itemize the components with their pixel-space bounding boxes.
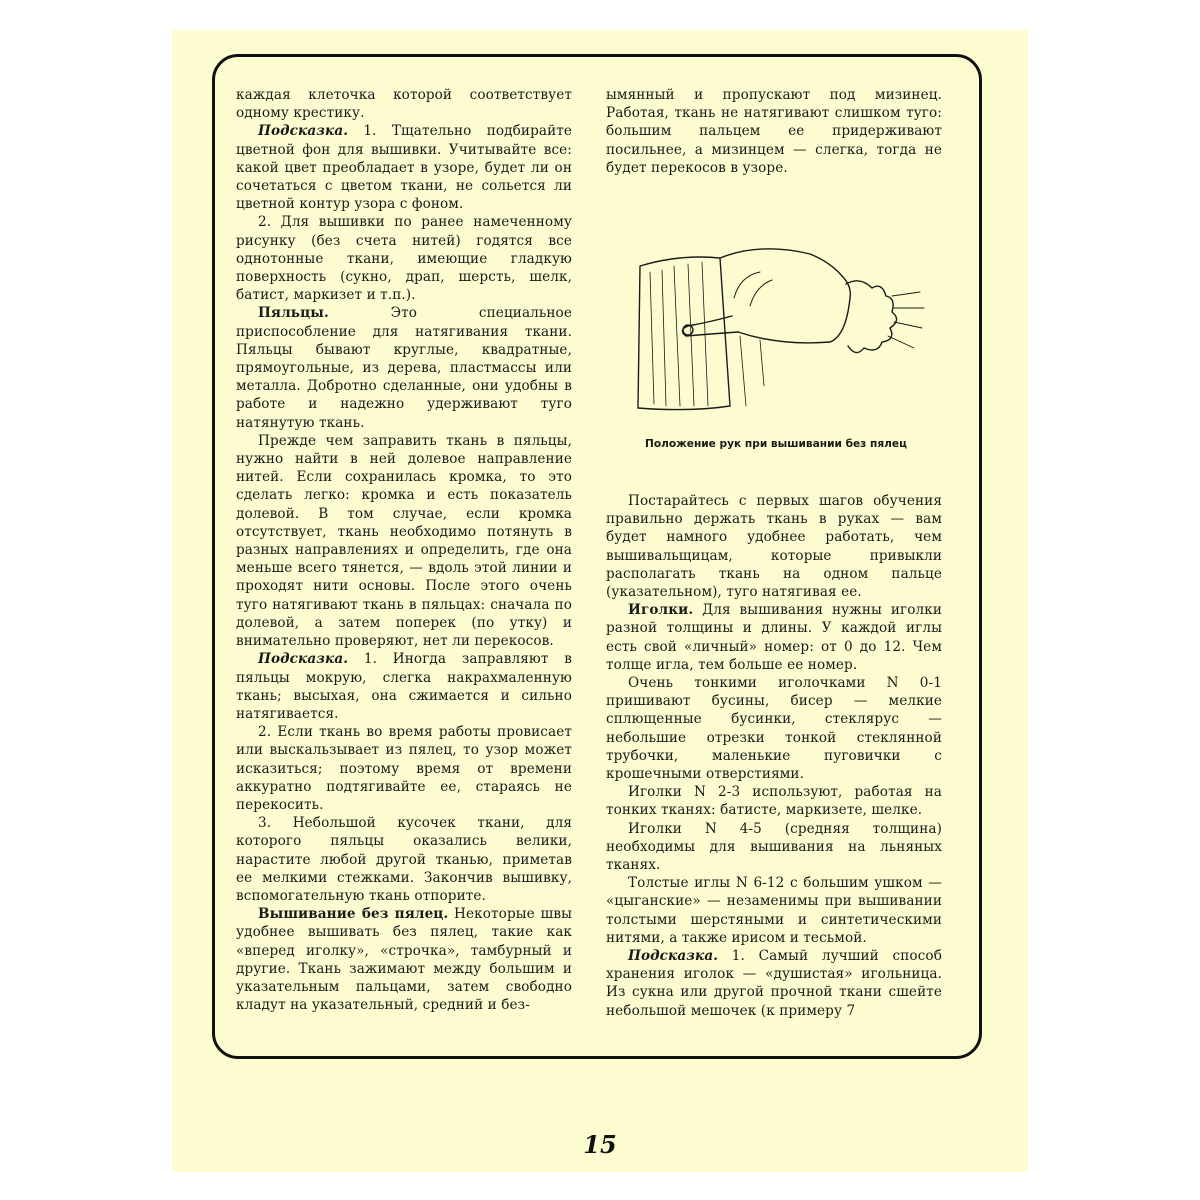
left-column — [236, 86, 572, 1014]
right-column-top — [606, 86, 942, 177]
paragraph: Вышивание без пялец. Некоторые швы удобнее вышивать без пялец, такие как «вперед иголку», «строчка», тамбурный и другие. Ткань зажимают между большим и указательным пальцами, затем свободно кладут на указательный, средний и без- — [236, 906, 572, 1014]
paragraph: Очень тонкими иголочками N 0-1 пришивают бусины, бисер — мелкие сплющенные бусинки, стеклярус — небольшие отрезки тонкой стеклянной трубочки, маленькие пуговички с крошечными отверстиями. — [606, 675, 942, 783]
hint-label: Подсказка. — [258, 651, 349, 668]
term-label: Пяльцы. — [258, 305, 329, 322]
paragraph: каждая клеточка которой соответствует одному крестику. — [236, 87, 572, 122]
paragraph: Прежде чем заправить ткань в пяльцы, нужно найти в ней долевое направление нитей. Если сохранилась кромка, то это сделать легко: кромка и есть показатель долевой. В том случае, если кромка отсутствует, ткань необходимо потянуть в разных направлениях и определить, где она меньше всего тянется, — вдоль этой линии и проходят нити основы. После этого очень туго натягивают ткань в пяльцах: сначала по долевой, а затем поперек (по утку) и внимательно проверяют, нет ли перекосов. — [236, 432, 572, 650]
paragraph: 2. Если ткань во время работы провисает или выскальзывает из пялец, то узор может исказиться; поэтому время от времени аккуратно подтягивайте ее, стараясь не перекосить. — [236, 724, 572, 813]
paragraph: Пяльцы. Это специальное приспособление для натягивания ткани. Пяльцы бывают круглые, квадратные, прямоугольные, из дерева, пластмассы или металла. Добротно сделанные, они удобны в работе и надежно удерживают туго натянутую ткань. — [236, 305, 572, 431]
paragraph: Иголки N 2-3 используют, работая на тонких тканях: батисте, маркизете, шелке. — [606, 784, 942, 819]
paragraph: Подсказка. 1. Иногда заправляют в пяльцы мокрую, слегка накрахмаленную ткань; высыхая, она сжимается и сильно натягивается. — [236, 651, 572, 722]
paragraph: Толстые иглы N 6-12 с большим ушком — «цыганские» — незаменимы при вышивании толстыми шерстяными и синтетическими нитями, а также ирисом и тесьмой. — [606, 875, 942, 946]
term-label: Вышивание без пялец. — [258, 906, 449, 923]
page-number: 15 — [583, 1130, 617, 1159]
hand-illustration — [610, 236, 946, 416]
paragraph: Постарайтесь с первых шагов обучения правильно держать ткань в руках — вам будет намного удобнее работать, чем вышивальщицам, которые привыкли располагать ткань на одном пальце (указательном), туго натягивая ее. — [606, 493, 942, 601]
paragraph: ымянный и пропускают под мизинец. Работая, ткань не натягивают слишком туго: большим пальцем ее придерживают посильнее, а мизинцем — слегка, тогда не будет перекосов в узоре. — [606, 87, 942, 176]
figure-caption: Положение рук при вышивании без пялец — [645, 438, 907, 450]
paragraph: Иголки N 4-5 (средняя толщина) необходимы для вышивания на льняных тканях. — [606, 820, 942, 874]
paragraph: Подсказка. 1. Самый лучший способ хранения иголок — «душистая» игольница. Из сукна или другой прочной ткани сшейте небольшой мешочек (к примеру 7 — [606, 948, 942, 1019]
hint-label: Подсказка. — [258, 123, 349, 140]
hint-label: Подсказка. — [628, 948, 719, 965]
right-column-bottom — [606, 492, 942, 1020]
paragraph: 2. Для вышивки по ранее намеченному рисунку (без счета нитей) годятся все однотонные ткани, имеющие гладкую поверхность (сукно, драп, шерсть, шелк, батист, маркизет и т.п.). — [236, 214, 572, 304]
paragraph: Подсказка. 1. Тщательно подбирайте цветной фон для вышивки. Учитывайте все: какой цвет преобладает в узоре, будет ли он сочетаться с цветом ткани, не сольется ли цветной контур узора с фоном. — [236, 123, 572, 213]
paragraph: Иголки. Для вышивания нужны иголки разной толщины и длины. У каждой иглы есть свой «личный» номер: от 0 до 12. Чем толще игла, тем больше ее номер. — [606, 602, 942, 673]
paragraph: 3. Небольшой кусочек ткани, для которого пяльцы оказались велики, нарастите любой другой тканью, приметав ее мелкими стежками. Закончив вышивку, вспомогательную ткань отпорите. — [236, 815, 572, 904]
term-label: Иголки. — [628, 602, 694, 619]
